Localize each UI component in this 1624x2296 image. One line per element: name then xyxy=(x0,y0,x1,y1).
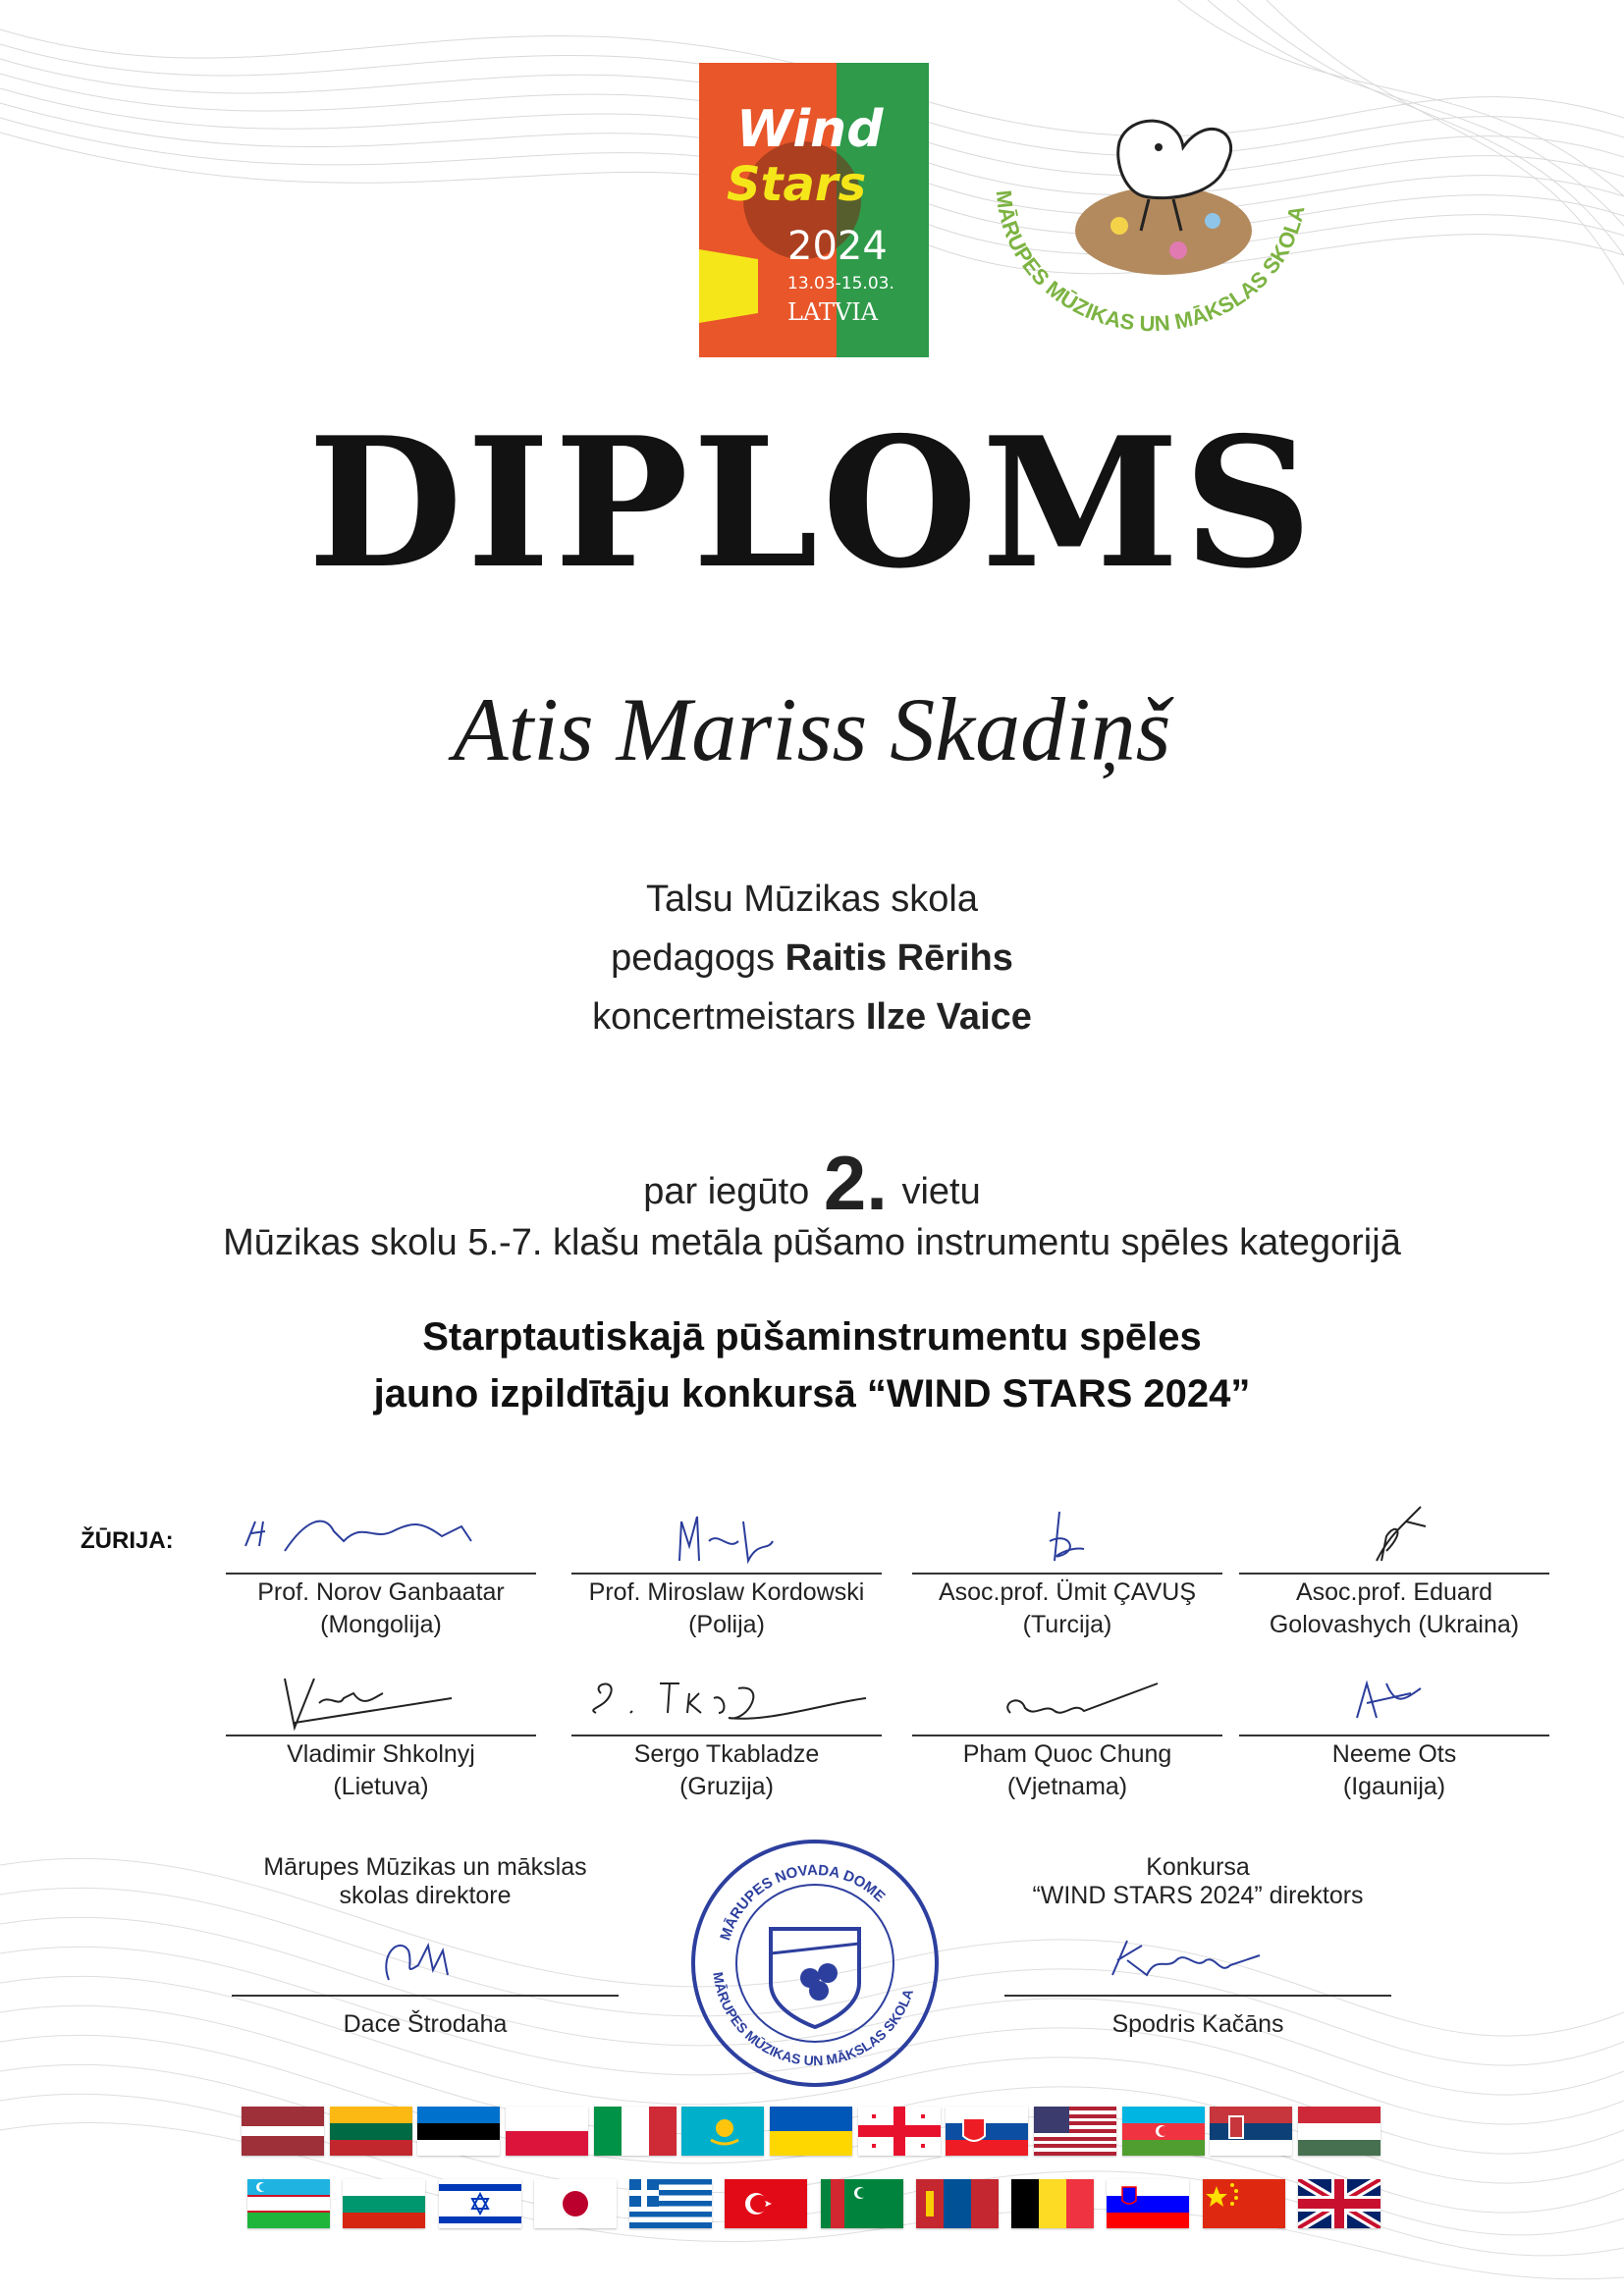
director-left-title-1: Mārupes Mūzikas un mākslas xyxy=(263,1853,587,1881)
turkey-flag-icon xyxy=(725,2179,807,2228)
place-line xyxy=(0,1139,1624,1228)
lithuania-flag-icon xyxy=(330,2107,412,2156)
signature-line xyxy=(226,1573,536,1575)
svg-text:2024: 2024 xyxy=(787,224,888,269)
director-left xyxy=(232,1853,619,2039)
usa-flag-icon xyxy=(1034,2107,1116,2156)
svg-text:MĀRUPES MŪZIKAS UN MĀKSLAS SKO: MĀRUPES MŪZIKAS UN MĀKSLAS SKOLA xyxy=(991,188,1310,337)
georgia-flag-icon xyxy=(858,2107,941,2156)
azerbaijan-flag-icon xyxy=(1122,2107,1205,2156)
director-right-signature xyxy=(1004,1916,1391,1995)
jury-member-2 xyxy=(571,1502,882,1639)
turkmenistan-flag-icon xyxy=(821,2179,903,2228)
svg-text:LATVIA: LATVIA xyxy=(787,298,879,326)
accompanist-name: Ilze Vaice xyxy=(865,996,1032,1038)
svg-text:Wind: Wind xyxy=(736,100,884,159)
flags-row-1 xyxy=(242,2107,1380,2156)
jury-country: (Igaunija) xyxy=(1342,1773,1446,1800)
jury-name: Vladimir Shkolnyj xyxy=(287,1740,475,1768)
accompanist-role: koncertmeistars xyxy=(592,996,856,1038)
belgium-flag-icon xyxy=(1011,2179,1094,2228)
estonia-flag-icon xyxy=(417,2107,500,2156)
place-number: 2. xyxy=(823,1140,888,1226)
poland-flag-icon xyxy=(506,2107,588,2156)
signature-7 xyxy=(912,1664,1222,1733)
jury-member-5 xyxy=(226,1664,536,1801)
signature-line xyxy=(226,1735,536,1736)
svg-text:MĀRUPES NOVADA DOME: MĀRUPES NOVADA DOME xyxy=(717,1861,889,1943)
signature-line xyxy=(1239,1735,1549,1736)
teacher-name: Raitis Rērihs xyxy=(785,937,1013,979)
jury-country: (Gruzija) xyxy=(679,1773,774,1800)
jury-member-7 xyxy=(912,1664,1222,1801)
place-suffix: vietu xyxy=(901,1171,981,1212)
svg-text:13.03-15.03.: 13.03-15.03. xyxy=(787,274,894,294)
israel-flag-icon xyxy=(439,2179,521,2228)
jury-name: Asoc.prof. Ümit ÇAVUŞ xyxy=(938,1578,1197,1606)
signature-line xyxy=(1004,1995,1391,1997)
signature-line xyxy=(1239,1573,1549,1575)
teacher-role: pedagogs xyxy=(611,937,776,979)
signature-1 xyxy=(226,1502,536,1571)
mongolia-flag-icon xyxy=(916,2179,999,2228)
music-school-logo xyxy=(982,103,1316,398)
signature-line xyxy=(571,1735,882,1736)
signature-line xyxy=(912,1573,1222,1575)
jury-country: (Polija) xyxy=(688,1611,765,1638)
contest-line-1: Starptautiskajā pūšaminstrumentu spēles xyxy=(422,1315,1202,1359)
signature-3 xyxy=(912,1502,1222,1571)
category-line: Mūzikas skolu 5.-7. klašu metāla pūšamo instrumentu spēles kategorijā xyxy=(223,1222,1401,1263)
china-flag-icon xyxy=(1203,2179,1285,2228)
diploma-title: DIPLOMS xyxy=(307,398,1317,608)
jury-country: (Vjetnama) xyxy=(1006,1773,1128,1800)
jury-name: Pham Quoc Chung xyxy=(962,1740,1172,1768)
signature-5 xyxy=(226,1664,536,1733)
signature-line xyxy=(232,1995,619,1997)
director-right xyxy=(1004,1853,1391,2039)
latvia-flag-icon xyxy=(242,2107,324,2156)
director-right-title-1: Konkursa xyxy=(1146,1853,1250,1881)
director-right-title-2: “WIND STARS 2024” direktors xyxy=(1032,1882,1364,1909)
jury-member-1 xyxy=(226,1502,536,1639)
teacher-line xyxy=(0,937,1624,980)
uzbekistan-flag-icon xyxy=(247,2179,330,2228)
hungary-flag-icon xyxy=(1298,2107,1380,2156)
signature-8 xyxy=(1239,1664,1549,1733)
greece-flag-icon xyxy=(629,2179,712,2228)
signature-6 xyxy=(571,1664,882,1733)
jury-name: Sergo Tkabladze xyxy=(633,1740,820,1768)
accompanist-line xyxy=(0,996,1624,1039)
serbia-flag-icon xyxy=(1210,2107,1292,2156)
jury-label: ŽŪRIJA: xyxy=(81,1527,174,1554)
jury-country: Golovashych (Ukraina) xyxy=(1269,1611,1520,1638)
director-left-signature xyxy=(232,1916,619,1995)
slovakia-flag-icon xyxy=(946,2107,1028,2156)
kazakhstan-flag-icon xyxy=(681,2107,764,2156)
director-left-title-2: skolas direktore xyxy=(339,1882,512,1909)
signature-4 xyxy=(1239,1502,1549,1571)
svg-text:MĀRUPES MŪZIKAS UN MĀKSLAS SKO: MĀRUPES MŪZIKAS UN MĀKSLAS SKOLA xyxy=(710,1970,917,2069)
united-kingdom-flag-icon xyxy=(1298,2179,1380,2228)
signature-2 xyxy=(571,1502,882,1571)
school-name: Talsu Mūzikas skola xyxy=(646,879,978,920)
bulgaria-flag-icon xyxy=(343,2179,425,2228)
jury-country: (Turcija) xyxy=(1022,1611,1112,1638)
jury-member-8 xyxy=(1239,1664,1549,1801)
jury-name: Prof. Miroslaw Kordowski xyxy=(588,1578,865,1606)
jury-member-4 xyxy=(1239,1502,1549,1639)
director-left-name: Dace Štrodaha xyxy=(343,2010,508,2038)
italy-flag-icon xyxy=(594,2107,677,2156)
recipient-name: Atis Mariss Skadiņš xyxy=(453,679,1171,779)
jury-name: Neeme Ots xyxy=(1331,1740,1457,1768)
jury-country: (Lietuva) xyxy=(333,1773,429,1800)
svg-text:Stars: Stars xyxy=(727,157,867,212)
director-right-name: Spodris Kačāns xyxy=(1111,2010,1284,2038)
flags-row-2 xyxy=(247,2179,1380,2228)
jury-country: (Mongolija) xyxy=(320,1611,442,1638)
jury-name: Prof. Norov Ganbaatar xyxy=(257,1578,505,1606)
wind-stars-logo xyxy=(699,63,929,357)
jury-member-6 xyxy=(571,1664,882,1801)
jury-member-3 xyxy=(912,1502,1222,1639)
official-seal xyxy=(687,1836,943,2091)
place-prefix: par iegūto xyxy=(643,1171,810,1212)
japan-flag-icon xyxy=(534,2179,617,2228)
signature-line xyxy=(571,1573,882,1575)
slovenia-flag-icon xyxy=(1107,2179,1189,2228)
jury-name: Asoc.prof. Eduard xyxy=(1295,1578,1493,1606)
signature-line xyxy=(912,1735,1222,1736)
ukraine-flag-icon xyxy=(770,2107,852,2156)
contest-line-2: jauno izpildītāju konkursā “WIND STARS 2024” xyxy=(373,1372,1251,1415)
